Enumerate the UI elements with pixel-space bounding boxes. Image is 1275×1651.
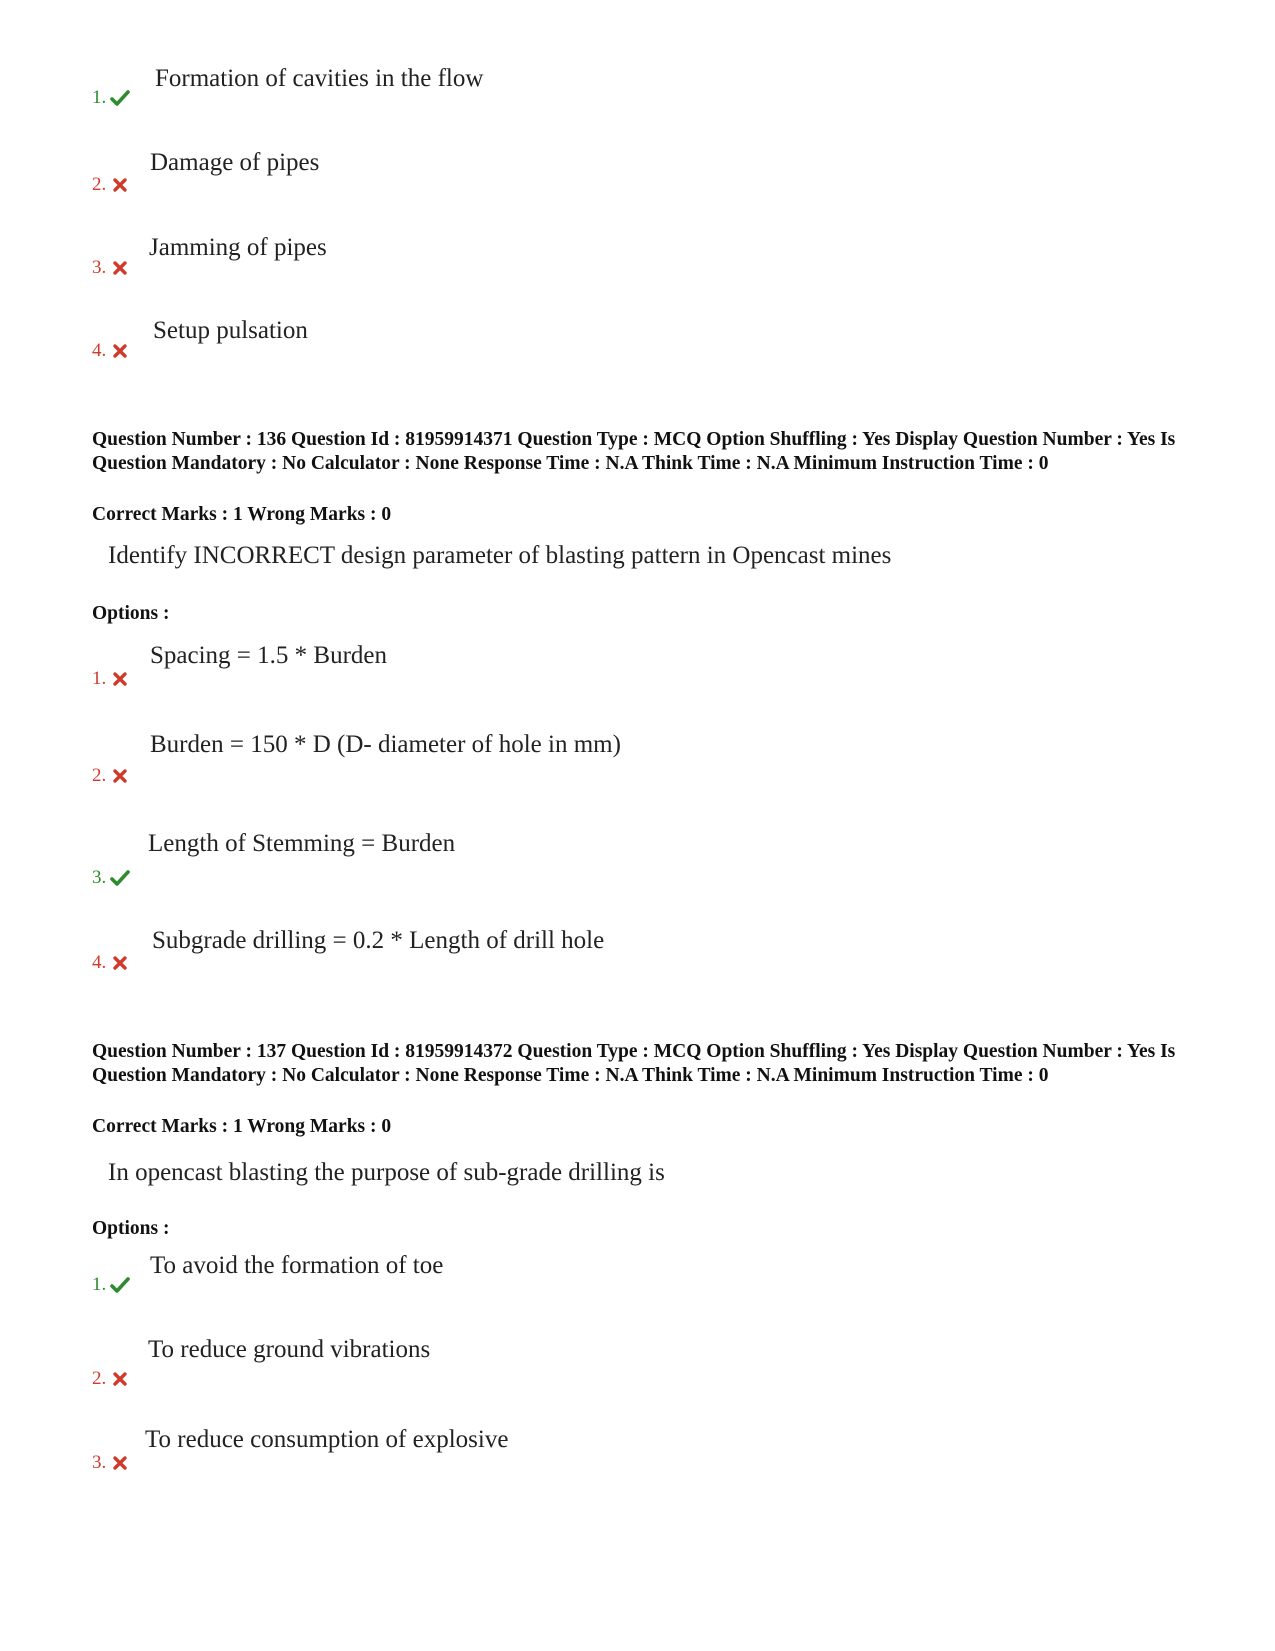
option-number-label: 3. [92,257,107,278]
option-number-label: 1. [92,1274,107,1295]
option-row [0,315,1275,375]
option-row [0,1252,1275,1312]
option-text: Damage of pipes [150,149,320,176]
question-meta: Question Number : 137 Question Id : 81959914372 Question Type : MCQ Option Shuffling : Yes Display Question Number : Yes Is Question Mandatory : No Calculator : None Response Time : N.A Think Time : N.A Minimum Instruction Time : 0 [92,1041,1176,1086]
option-text: Burden = 150 * D (D- diameter of hole in mm) [150,731,621,758]
option-row [0,1425,1275,1485]
option-text: To reduce ground vibrations [148,1336,431,1363]
option-row [0,62,1275,122]
option-row [0,231,1275,291]
option-number [92,257,130,279]
option-number [92,340,130,362]
cross-icon [110,767,130,785]
check-icon [110,1276,130,1294]
question-marks: Correct Marks : 1 Wrong Marks : 0 [92,1116,392,1137]
cross-icon [110,1370,130,1388]
option-text: Spacing = 1.5 * Burden [150,642,387,669]
option-text: To reduce consumption of explosive [145,1426,509,1453]
option-row [0,729,1275,789]
option-row [0,828,1275,888]
question-text: Identify INCORRECT design parameter of blasting pattern in Opencast mines [108,542,892,569]
check-icon [110,869,130,887]
option-number [92,1452,130,1474]
option-text: Subgrade drilling = 0.2 * Length of drill hole [152,927,605,954]
cross-icon [110,670,130,688]
option-number-label: 4. [92,952,107,973]
option-number-label: 2. [92,1368,107,1389]
question-text: In opencast blasting the purpose of sub-grade drilling is [108,1159,665,1186]
option-number [92,668,130,690]
cross-icon [110,954,130,972]
option-number [92,765,130,787]
option-row [0,640,1275,700]
option-number [92,952,130,974]
option-number [92,87,130,109]
option-number-label: 4. [92,340,107,361]
options-label: Options : [92,1218,170,1239]
option-text: Setup pulsation [153,317,308,344]
option-row [0,1334,1275,1394]
question-meta: Question Number : 136 Question Id : 81959914371 Question Type : MCQ Option Shuffling : Yes Display Question Number : Yes Is Question Mandatory : No Calculator : None Response Time : N.A Think Time : N.A Minimum Instruction Time : 0 [92,429,1176,474]
option-row [0,146,1275,206]
question-marks: Correct Marks : 1 Wrong Marks : 0 [92,504,392,525]
cross-icon [110,176,130,194]
option-number-label: 2. [92,765,107,786]
option-text: Formation of cavities in the flow [155,65,484,92]
option-number-label: 1. [92,87,107,108]
option-number-label: 3. [92,1452,107,1473]
option-text: To avoid the formation of toe [150,1252,444,1279]
option-number-label: 2. [92,174,107,195]
option-text: Jamming of pipes [149,234,327,261]
cross-icon [110,259,130,277]
option-row [0,925,1275,985]
check-icon [110,89,130,107]
option-number-label: 1. [92,668,107,689]
option-number [92,1368,130,1390]
option-number [92,867,130,889]
options-label: Options : [92,603,170,624]
option-text: Length of Stemming = Burden [148,830,456,857]
option-number-label: 3. [92,867,107,888]
option-number [92,174,130,196]
cross-icon [110,342,130,360]
cross-icon [110,1454,130,1472]
option-number [92,1274,130,1296]
